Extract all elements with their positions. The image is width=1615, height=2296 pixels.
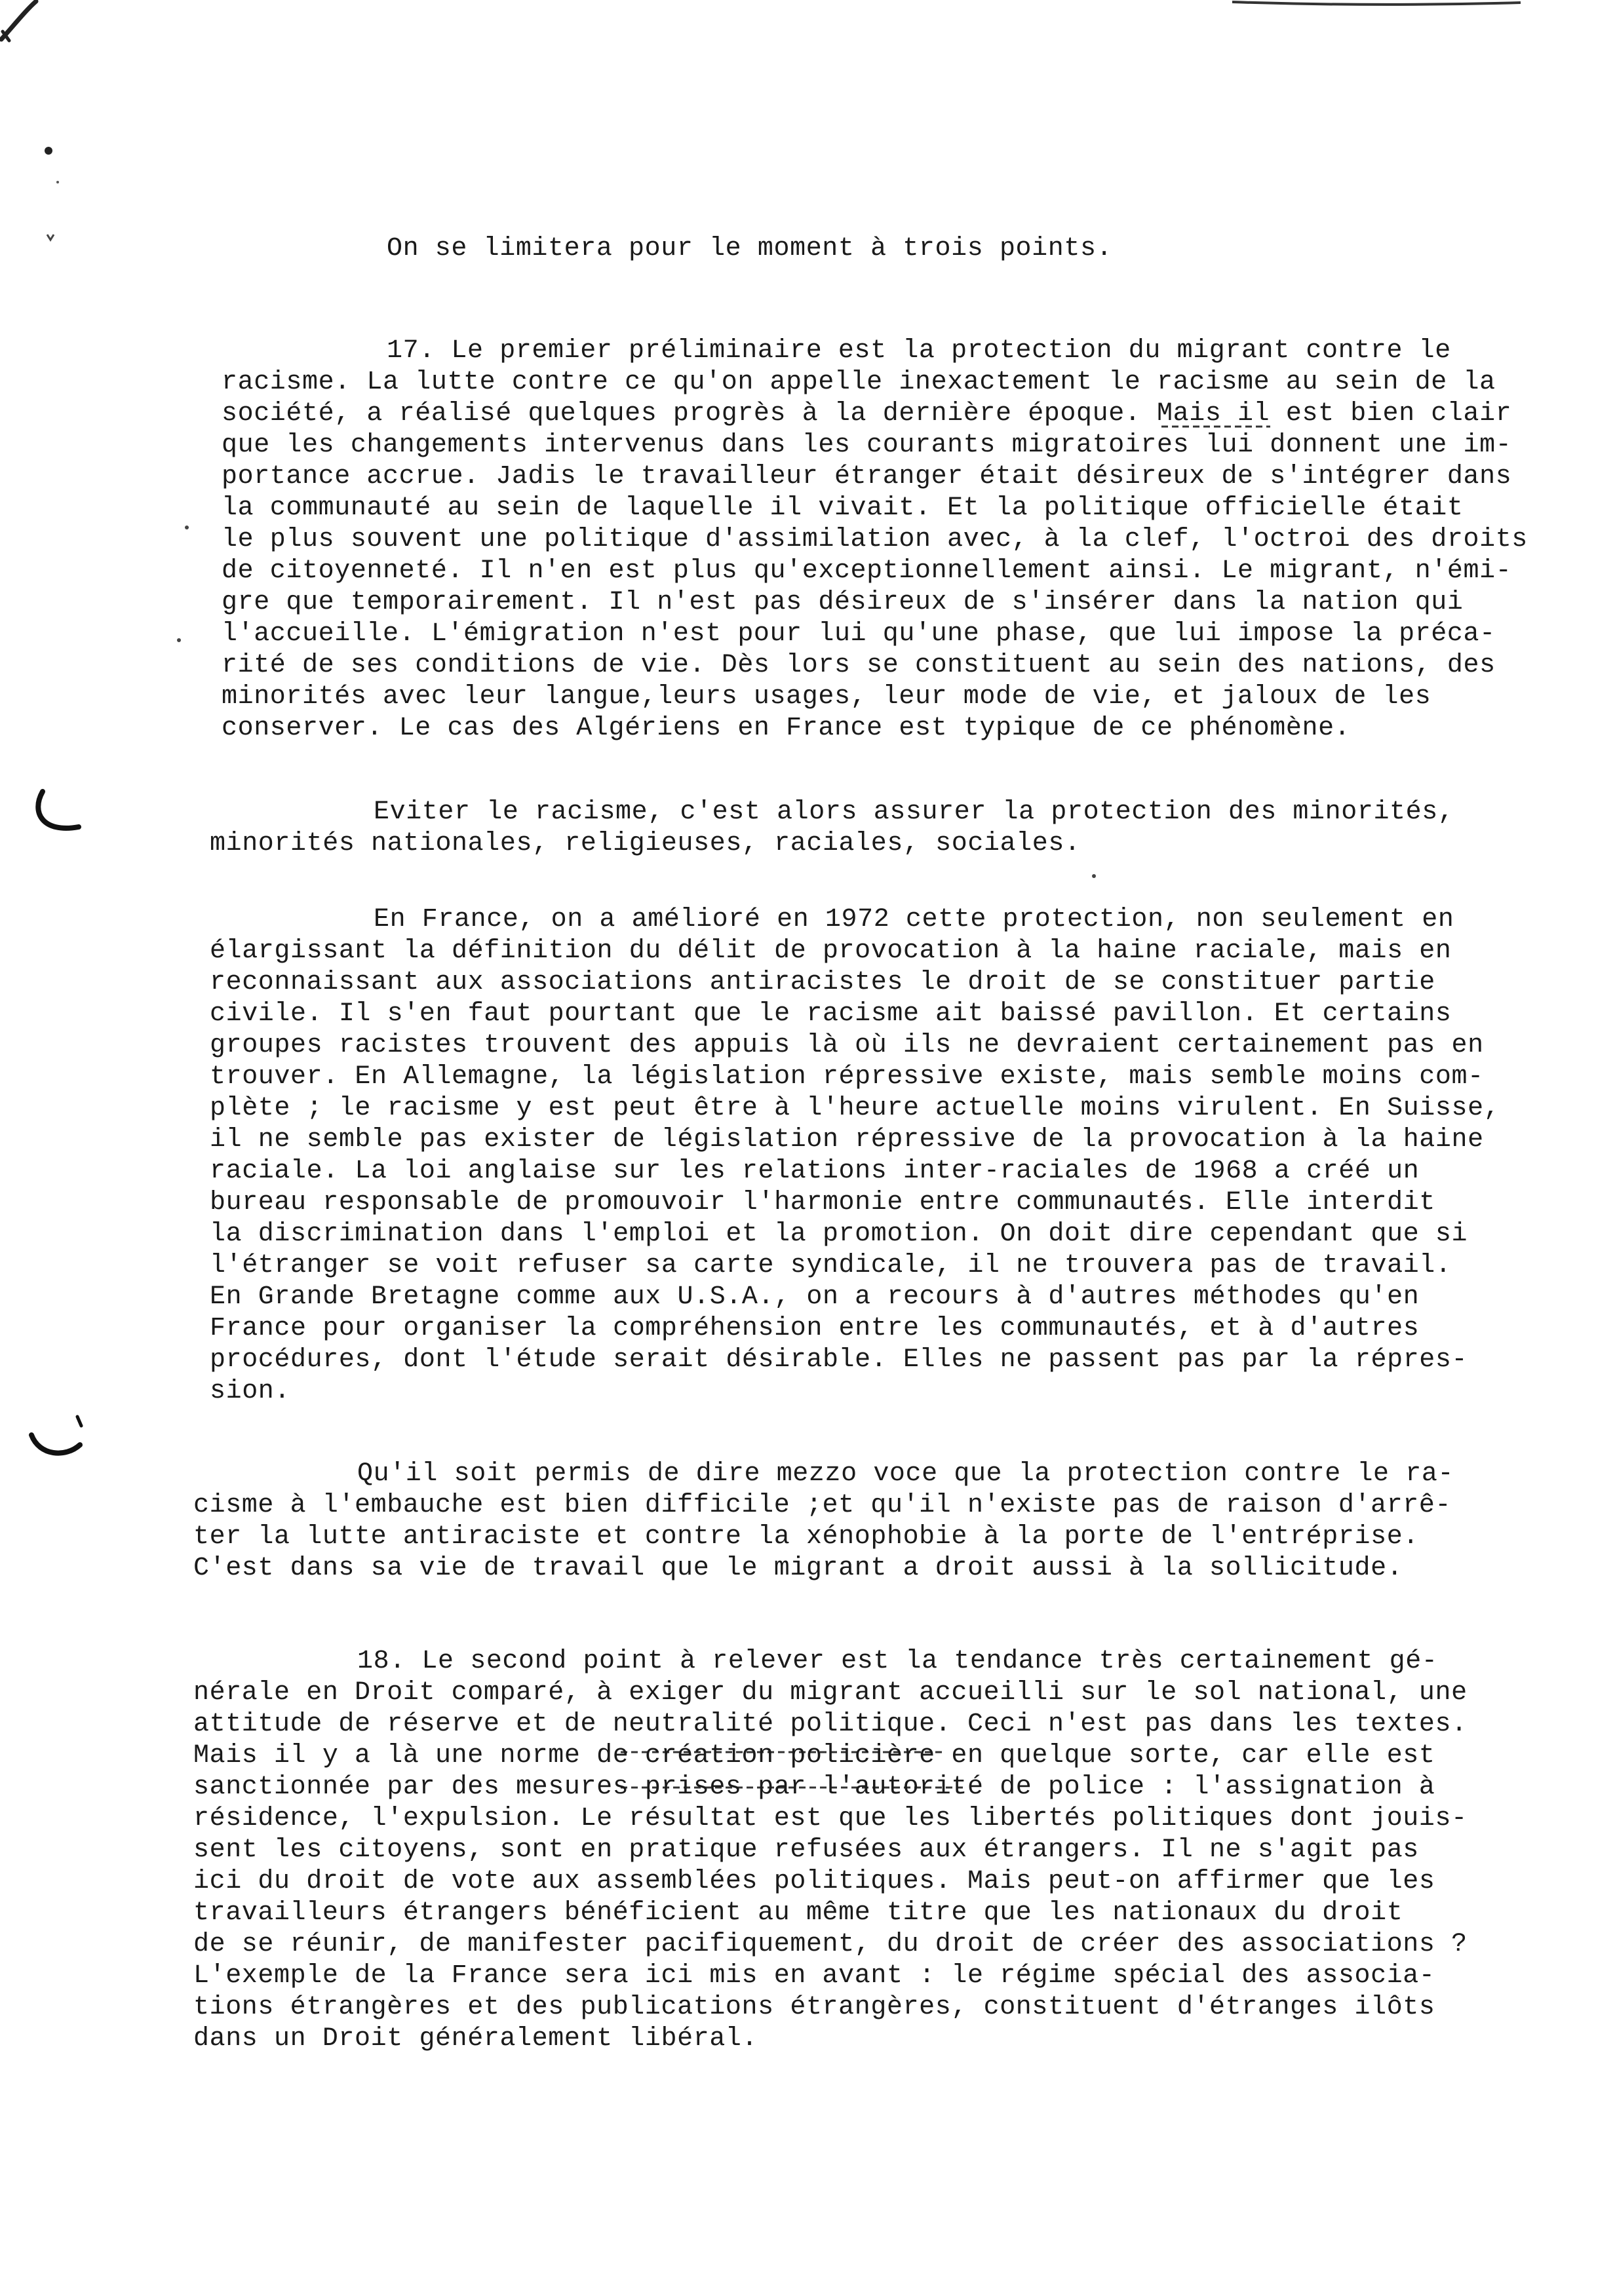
text-line: France pour organiser la compréhension entre les communautés, et à d'autres: [210, 1314, 1420, 1343]
text-line: 17. Le premier préliminaire est la protection du migrant contre le: [387, 336, 1451, 366]
text-line: rité de ses conditions de vie. Dès lors se constituent au sein des nations, des: [222, 651, 1496, 680]
margin-dot-mark: [1084, 866, 1104, 886]
text-line: plète ; le racisme y est peut être à l'heure actuelle moins virulent. En Suisse,: [210, 1094, 1500, 1123]
text-line: reconnaissant aux associations antiracistes le droit de se constituer partie: [210, 968, 1435, 997]
text-line: l'étranger se voit refuser sa carte syndicale, il ne trouvera pas de travail.: [210, 1251, 1452, 1280]
intro-line: On se limitera pour le moment à trois points.: [387, 234, 1113, 263]
text-line: cisme à l'embauche est bien difficile ;et qu'il n'existe pas de raison d'arrê-: [193, 1491, 1452, 1520]
text-line: portance accrue. Jadis le travailleur étranger était désireux de s'intégrer dans: [222, 462, 1512, 491]
text-line: conserver. Le cas des Algériens en France est typique de ce phénomène.: [222, 714, 1351, 743]
text-line: que les changements intervenus dans les courants migratoires lui donnent une im-: [222, 430, 1512, 460]
text-line: procédures, dont l'étude serait désirable. Elles ne passent pas par la répres-: [210, 1345, 1468, 1375]
text-line: Mais il y a là une norme de création policière en quelque sorte, car elle est: [193, 1741, 1435, 1770]
text-line: bureau responsable de promouvoir l'harmonie entre communautés. Elle interdit: [210, 1188, 1435, 1217]
text-line: racisme. La lutte contre ce qu'on appelle inexactement le racisme au sein de la: [222, 368, 1496, 397]
text-line: 18. Le second point à relever est la tendance très certainement gé-: [357, 1647, 1438, 1676]
text-line: trouver. En Allemagne, la législation répressive existe, mais semble moins com-: [210, 1062, 1484, 1092]
text-line: Qu'il soit permis de dire mezzo voce que la protection contre le ra-: [357, 1459, 1454, 1489]
text-line: élargissant la définition du délit de provocation à la haine raciale, mais en: [210, 936, 1452, 966]
text-line: attitude de réserve et de neutralité politique. Ceci n'est pas dans les textes.: [193, 1710, 1468, 1739]
text-line: minorités nationales, religieuses, raciales, sociales.: [210, 829, 1081, 858]
margin-dot-mark: [177, 518, 197, 537]
text-line: tions étrangères et des publications étrangères, constituent d'étranges ilôts: [193, 1993, 1435, 2022]
text-line: C'est dans sa vie de travail que le migrant a droit aussi à la sollicitude.: [193, 1554, 1403, 1583]
text-line: minorités avec leur langue,leurs usages, leur mode de vie, et jaloux de les: [222, 682, 1431, 712]
text-line: L'exemple de la France sera ici mis en avant : le régime spécial des associa-: [193, 1961, 1435, 1991]
margin-dot-mark: [169, 630, 189, 650]
text-line: société, a réalisé quelques progrès à la dernière époque. Mais il est bien clair: [222, 399, 1512, 429]
text-line: En France, on a amélioré en 1972 cette protection, non seulement en: [374, 905, 1454, 934]
top-edge-mark: [1232, 0, 1521, 8]
text-line: dans un Droit généralement libéral.: [193, 2024, 758, 2054]
text-line: il ne semble pas exister de législation répressive de la provocation à la haine: [210, 1125, 1484, 1155]
text-line: sent les citoyens, sont en pratique refusées aux étrangers. Il ne s'agit pas: [193, 1835, 1419, 1865]
text-line: la discrimination dans l'emploi et la promotion. On doit dire cependant que si: [210, 1219, 1468, 1249]
text-line: sion.: [210, 1377, 291, 1406]
text-line: groupes racistes trouvent des appuis là où ils ne devraient certainement pas en: [210, 1031, 1484, 1060]
text-line: gre que temporairement. Il n'est pas désireux de s'insérer dans la nation qui: [222, 588, 1464, 617]
pen-stroke-mark: [0, 0, 39, 46]
text-line: de se réunir, de manifester pacifiquement, du droit de créer des associations ?: [193, 1930, 1468, 1959]
text-line: civile. Il s'en faut pourtant que le racisme ait baissé pavillon. Et certains: [210, 999, 1452, 1029]
margin-dot-mark: [41, 143, 67, 254]
text-line: le plus souvent une politique d'assimilation avec, à la clef, l'octroi des droits: [222, 525, 1528, 554]
punch-hole-mark: [26, 1409, 92, 1468]
text-line: sanctionnée par des mesures prises par l'autorité de police : l'assignation à: [193, 1772, 1435, 1802]
text-line: Eviter le racisme, c'est alors assurer la protection des minorités,: [374, 797, 1454, 827]
text-line: ici du droit de vote aux assemblées politiques. Mais peut-on affirmer que les: [193, 1867, 1435, 1896]
text-line: la communauté au sein de laquelle il vivait. Et la politique officielle était: [222, 493, 1464, 523]
text-line: raciale. La loi anglaise sur les relations inter-raciales de 1968 a créé un: [210, 1157, 1420, 1186]
text-line: résidence, l'expulsion. Le résultat est que les libertés politiques dont jouis-: [193, 1804, 1468, 1833]
punch-hole-mark: [29, 786, 88, 845]
text-line: En Grande Bretagne comme aux U.S.A., on a recours à d'autres méthodes qu'en: [210, 1282, 1420, 1312]
text-line: ter la lutte antiraciste et contre la xénophobie à la porte de l'entréprise.: [193, 1522, 1419, 1552]
text-line: nérale en Droit comparé, à exiger du migrant accueilli sur le sol national, une: [193, 1678, 1468, 1708]
text-line: l'accueille. L'émigration n'est pour lui qu'une phase, que lui impose la préca-: [222, 619, 1496, 649]
text-line: de citoyenneté. Il n'en est plus qu'exceptionnellement ainsi. Le migrant, n'émi-: [222, 556, 1512, 586]
text-line: travailleurs étrangers bénéficient au même titre que les nationaux du droit: [193, 1898, 1403, 1928]
